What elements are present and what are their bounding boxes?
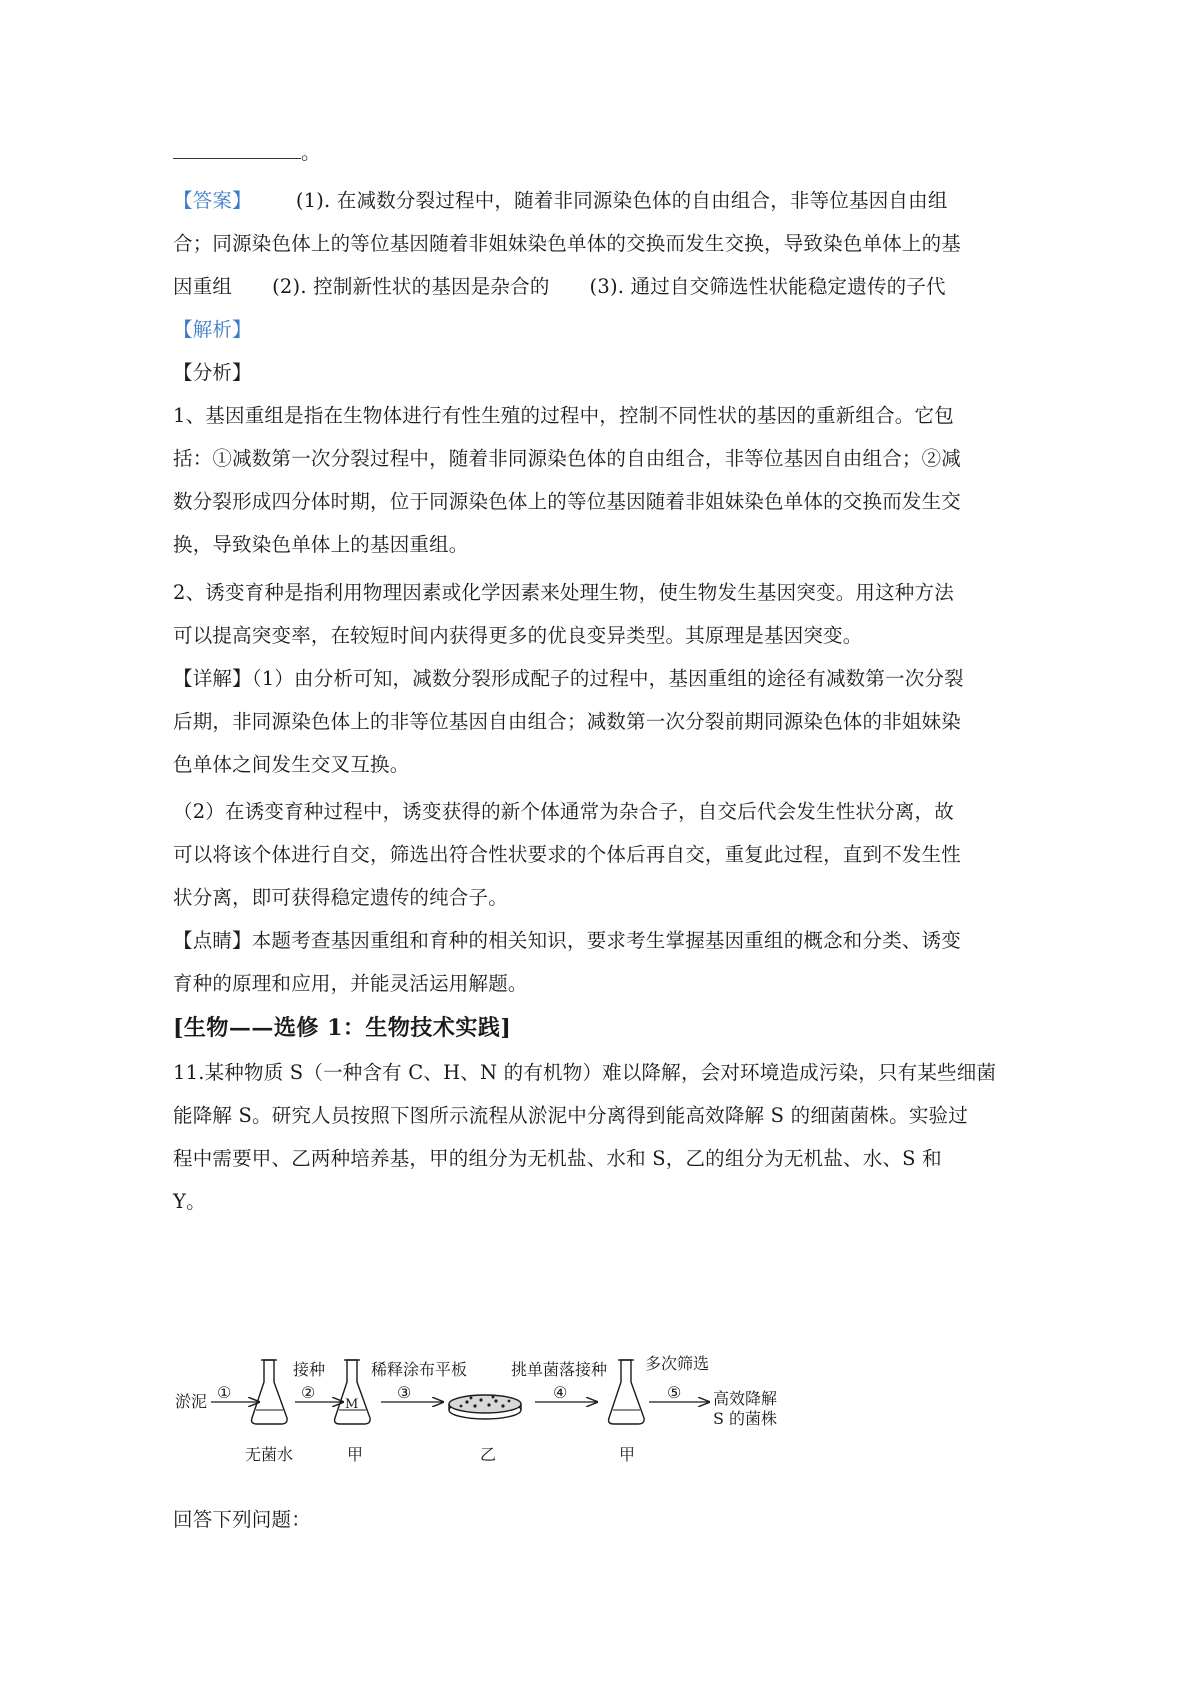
q11-line-1: 11.某种物质 S（一种含有 C、H、N 的有机物）难以降解，会对环境造成污染，只有某些细菌 <box>173 1061 997 1084</box>
answer-line-3: 因重组 (2). 控制新性状的基因是杂合的 (3). 通过自交筛选性状能稳定遗传的子代 <box>173 275 946 298</box>
answer-prompt: 回答下列问题： <box>173 1508 311 1531</box>
result-line-2: S 的菌株 <box>713 1409 778 1428</box>
fill-in-blank <box>173 142 301 159</box>
p1-line-4: 换，导致染色单体上的基因重组。 <box>173 533 469 556</box>
flask-medium-a-icon <box>335 1360 371 1424</box>
answer-line-1 <box>173 186 1043 216</box>
answer-text: (1). 在减数分裂过程中，随着非同源染色体的自由组合，非等位基因自由组 <box>295 189 948 212</box>
isolation-flow-diagram <box>175 1352 815 1482</box>
fenxi-tag: 【分析】 <box>173 361 252 384</box>
p1-line-1: 1、基因重组是指在生物体进行有性生殖的过程中，控制不同性状的基因的重新组合。它包 <box>173 404 954 427</box>
flask-medium-a-second-icon <box>609 1360 645 1424</box>
detail-line-1: 【详解】（1）由分析可知，减数分裂形成配子的过程中，基因重组的途径有减数第一次分裂 <box>173 667 964 690</box>
q11-line-3: 程中需要甲、乙两种培养基，甲的组分为无机盐、水和 S，乙的组分为无机盐、水、S 和 <box>173 1147 942 1170</box>
step-2-number: ② <box>301 1383 316 1402</box>
p1-line-3: 数分裂形成四分体时期，位于同源染色体上的等位基因随着非姐妹染色单体的交换而发生交 <box>173 490 962 513</box>
step-2-label: 接种 <box>293 1360 326 1379</box>
dianjing-line-1: 【点睛】本题考查基因重组和育种的相关知识，要求考生掌握基因重组的概念和分类、诱变 <box>173 929 962 952</box>
answer-blank-line: 。 <box>173 138 1043 168</box>
detail2-line-1: （2）在诱变育种过程中，诱变获得的新个体通常为杂合子，自交后代会发生性状分离，故 <box>173 800 954 823</box>
detail2-line-2: 可以将该个体进行自交，筛选出符合性状要求的个体后再自交，重复此过程，直到不发生性 <box>173 843 962 866</box>
section-heading: [生物——选修 1：生物技术实践] <box>173 1015 512 1041</box>
step-3-label: 稀释涂布平板 <box>371 1360 468 1379</box>
petri-dish-icon <box>449 1395 521 1419</box>
answer-line-2: 合；同源染色体上的等位基因随着非姐妹染色单体的交换而发生交换，导致染色单体上的基 <box>173 232 962 255</box>
dianjing-line-2: 育种的原理和应用，并能灵活运用解题。 <box>173 972 528 995</box>
dish-label: 乙 <box>480 1445 497 1464</box>
result-line-1: 高效降解 <box>713 1389 778 1408</box>
p2-line-2: 可以提高突变率，在较短时间内获得更多的优良变异类型。其原理是基因突变。 <box>173 624 863 647</box>
flask-3-label: 甲 <box>619 1445 636 1464</box>
step-4-label: 挑单菌落接种 <box>511 1360 608 1379</box>
p1-line-2: 括：①减数第一次分裂过程中，随着非同源染色体的自由组合，非等位基因自由组合；②减 <box>173 447 962 470</box>
step-5-number: ⑤ <box>667 1383 682 1402</box>
flask-sterile-water-icon <box>252 1360 288 1424</box>
detail-line-3: 色单体之间发生交叉互换。 <box>173 753 410 776</box>
detail2-line-3: 状分离，即可获得稳定遗传的纯合子。 <box>173 886 508 909</box>
flask-2-mark: M <box>345 1397 359 1412</box>
step-5-label: 多次筛选 <box>645 1354 710 1373</box>
q11-line-4: Y。 <box>173 1190 206 1213</box>
step-1-number: ① <box>217 1383 232 1402</box>
p2-line-1: 2、诱变育种是指利用物理因素或化学因素来处理生物，使生物发生基因突变。用这种方法 <box>173 581 954 604</box>
step-4-number: ④ <box>553 1383 568 1402</box>
start-label-sludge: 淤泥 <box>175 1392 208 1411</box>
step-3-number: ③ <box>397 1383 412 1402</box>
q11-line-2: 能降解 S。研究人员按照下图所示流程从淤泥中分离得到能高效降解 S 的细菌菌株。实验过 <box>173 1104 968 1127</box>
flask-1-label: 无菌水 <box>245 1445 294 1464</box>
flask-2-label: 甲 <box>347 1445 364 1464</box>
analysis-tag: 【解析】 <box>173 318 252 341</box>
detail-line-2: 后期，非同源染色体上的非等位基因自由组合；减数第一次分裂前期同源染色体的非姐妹染 <box>173 710 962 733</box>
answer-tag: 【答案】 <box>173 189 252 212</box>
